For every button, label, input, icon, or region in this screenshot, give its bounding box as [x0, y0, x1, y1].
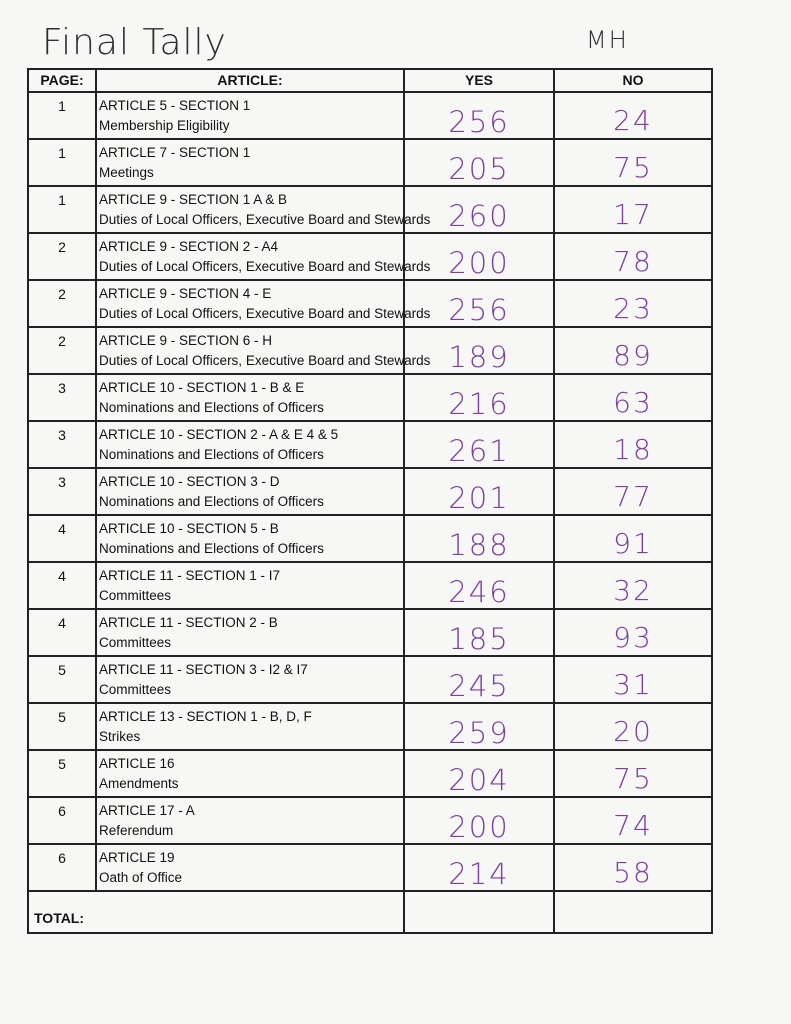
row-page: 6: [28, 797, 96, 844]
row-page: 5: [28, 750, 96, 797]
row-page: 4: [28, 515, 96, 562]
row-article: [96, 374, 404, 421]
yes-count: 205: [448, 152, 510, 186]
article-title: ARTICLE 10 - SECTION 2 - A & E 4 & 5: [99, 427, 339, 442]
row-article: [96, 233, 431, 280]
no-count: 89: [613, 339, 653, 372]
no-cell: [554, 421, 712, 468]
article-title: ARTICLE 9 - SECTION 4 - E: [99, 286, 272, 301]
no-cell: [554, 280, 712, 327]
yes-count: 261: [448, 434, 510, 468]
yes-count: 256: [448, 105, 510, 139]
row-article: [96, 750, 404, 797]
article-subtitle: Duties of Local Officers, Executive Board and Stewards: [99, 259, 431, 274]
row-article: [96, 139, 404, 186]
no-cell: [554, 797, 712, 844]
no-cell: [554, 562, 712, 609]
header-row: [28, 69, 712, 92]
yes-cell: [404, 468, 554, 515]
yes-count: 256: [448, 293, 510, 327]
yes-count: 189: [448, 340, 510, 374]
yes-count: 259: [448, 716, 510, 750]
article-title: ARTICLE 10 - SECTION 1 - B & E: [99, 380, 305, 395]
article-title: ARTICLE 9 - SECTION 2 - A4: [99, 239, 279, 254]
table-row: [28, 374, 712, 421]
table-row: [28, 421, 712, 468]
article-subtitle: Membership Eligibility: [99, 118, 230, 133]
no-count: 31: [613, 668, 653, 701]
row-article: [96, 468, 404, 515]
article-subtitle: Referendum: [99, 823, 174, 838]
article-subtitle: Duties of Local Officers, Executive Board and Stewards: [99, 212, 431, 227]
article-title: ARTICLE 7 - SECTION 1: [99, 145, 251, 160]
yes-cell: [404, 139, 554, 186]
article-title: ARTICLE 16: [99, 756, 175, 771]
table-row: [28, 468, 712, 515]
no-count: 24: [613, 104, 653, 137]
yes-count: 216: [448, 387, 510, 421]
row-page: 3: [28, 374, 96, 421]
table-row: [28, 139, 712, 186]
table-row: [28, 233, 712, 280]
no-cell: [554, 468, 712, 515]
no-count: 75: [613, 151, 653, 184]
row-page: 5: [28, 703, 96, 750]
no-count: 75: [613, 762, 653, 795]
row-article: [96, 609, 404, 656]
article-subtitle: Meetings: [99, 165, 154, 180]
yes-header: YES: [404, 69, 554, 92]
row-page: 4: [28, 562, 96, 609]
table-row: [28, 515, 712, 562]
no-count: 74: [613, 809, 653, 842]
row-article: [96, 186, 431, 233]
article-subtitle: Duties of Local Officers, Executive Board and Stewards: [99, 353, 431, 368]
row-page: 2: [28, 233, 96, 280]
no-cell: [554, 515, 712, 562]
article-subtitle: Nominations and Elections of Officers: [99, 447, 324, 462]
no-cell: [554, 656, 712, 703]
table-row: [28, 280, 712, 327]
no-count: 78: [613, 245, 653, 278]
yes-count: 201: [448, 481, 510, 515]
article-title: ARTICLE 10 - SECTION 5 - B: [99, 521, 279, 536]
tally-table: [27, 68, 713, 934]
handwritten-initials: MH: [586, 26, 629, 54]
article-subtitle: Nominations and Elections of Officers: [99, 400, 324, 415]
no-cell: [554, 327, 712, 374]
yes-count: 200: [448, 246, 510, 280]
article-subtitle: Committees: [99, 588, 172, 603]
yes-count: 204: [448, 763, 510, 797]
no-count: 63: [613, 386, 653, 419]
no-count: 20: [613, 715, 653, 748]
article-title: ARTICLE 9 - SECTION 1 A & B: [99, 192, 288, 207]
table-row: [28, 92, 712, 139]
yes-cell: [404, 374, 554, 421]
article-subtitle: Amendments: [99, 776, 179, 791]
yes-count: 260: [448, 199, 510, 233]
row-article: [96, 703, 404, 750]
no-count: 17: [613, 198, 653, 231]
article-title: ARTICLE 19: [99, 850, 175, 865]
article-subtitle: Duties of Local Officers, Executive Board and Stewards: [99, 306, 431, 321]
table-row: [28, 797, 712, 844]
table-row: [28, 562, 712, 609]
yes-count: 245: [448, 669, 510, 703]
no-count: 32: [613, 574, 653, 607]
no-cell: [554, 92, 712, 139]
no-cell: [554, 139, 712, 186]
handwritten-title: Final Tally: [42, 22, 227, 63]
article-subtitle: Nominations and Elections of Officers: [99, 494, 324, 509]
no-cell: [554, 609, 712, 656]
no-count: 93: [613, 621, 653, 654]
row-page: 3: [28, 421, 96, 468]
row-article: [96, 656, 404, 703]
row-page: 4: [28, 609, 96, 656]
table-row: [28, 609, 712, 656]
yes-cell: [404, 656, 554, 703]
row-page: 5: [28, 656, 96, 703]
article-subtitle: Committees: [99, 635, 172, 650]
row-article: [96, 562, 404, 609]
total-label: TOTAL:: [28, 891, 404, 933]
row-article: [96, 327, 431, 374]
article-title: ARTICLE 11 - SECTION 3 - I2 & I7: [99, 662, 308, 677]
article-header: ARTICLE:: [96, 69, 404, 92]
no-count: 91: [613, 527, 653, 560]
row-page: 1: [28, 186, 96, 233]
yes-count: 214: [448, 857, 510, 891]
yes-count: 200: [448, 810, 510, 844]
no-count: 18: [613, 433, 653, 466]
article-title: ARTICLE 5 - SECTION 1: [99, 98, 251, 113]
article-title: ARTICLE 11 - SECTION 1 - I7: [99, 568, 281, 583]
no-cell: [554, 374, 712, 421]
yes-count: 188: [448, 528, 510, 562]
yes-cell: [404, 750, 554, 797]
yes-cell: [404, 703, 554, 750]
row-page: 2: [28, 327, 96, 374]
no-count: 77: [613, 480, 653, 513]
article-subtitle: Nominations and Elections of Officers: [99, 541, 324, 556]
no-total-cell: [554, 891, 712, 933]
table-row: [28, 703, 712, 750]
article-title: ARTICLE 17 - A: [99, 803, 195, 818]
yes-cell: [404, 92, 554, 139]
no-count: 23: [613, 292, 653, 325]
table-row: [28, 186, 712, 233]
yes-cell: [404, 421, 554, 468]
table-row: [28, 750, 712, 797]
row-article: [96, 421, 404, 468]
no-cell: [554, 186, 712, 233]
article-title: ARTICLE 11 - SECTION 2 - B: [99, 615, 278, 630]
article-title: ARTICLE 9 - SECTION 6 - H: [99, 333, 273, 348]
table-row: [28, 844, 712, 891]
article-subtitle: Strikes: [99, 729, 141, 744]
table-row: [28, 656, 712, 703]
no-count: 58: [613, 856, 653, 889]
row-article: [96, 515, 404, 562]
yes-count: 246: [448, 575, 510, 609]
row-page: 3: [28, 468, 96, 515]
yes-cell: [404, 562, 554, 609]
yes-count: 185: [448, 622, 510, 656]
page-header: PAGE:: [28, 69, 96, 92]
yes-total-cell: [404, 891, 554, 933]
article-title: ARTICLE 13 - SECTION 1 - B, D, F: [99, 709, 312, 724]
row-article: [96, 844, 404, 891]
row-article: [96, 280, 431, 327]
no-cell: [554, 750, 712, 797]
row-page: 1: [28, 92, 96, 139]
article-subtitle: Committees: [99, 682, 172, 697]
row-article: [96, 92, 404, 139]
no-cell: [554, 844, 712, 891]
yes-cell: [404, 609, 554, 656]
yes-cell: [404, 515, 554, 562]
article-subtitle: Oath of Office: [99, 870, 183, 885]
row-page: 2: [28, 280, 96, 327]
table-row: [28, 327, 712, 374]
yes-cell: [404, 844, 554, 891]
row-article: [96, 797, 404, 844]
row-page: 6: [28, 844, 96, 891]
no-cell: [554, 233, 712, 280]
total-row: [28, 891, 712, 933]
no-header: NO: [554, 69, 712, 92]
row-page: 1: [28, 139, 96, 186]
article-title: ARTICLE 10 - SECTION 3 - D: [99, 474, 280, 489]
yes-cell: [404, 797, 554, 844]
no-cell: [554, 703, 712, 750]
